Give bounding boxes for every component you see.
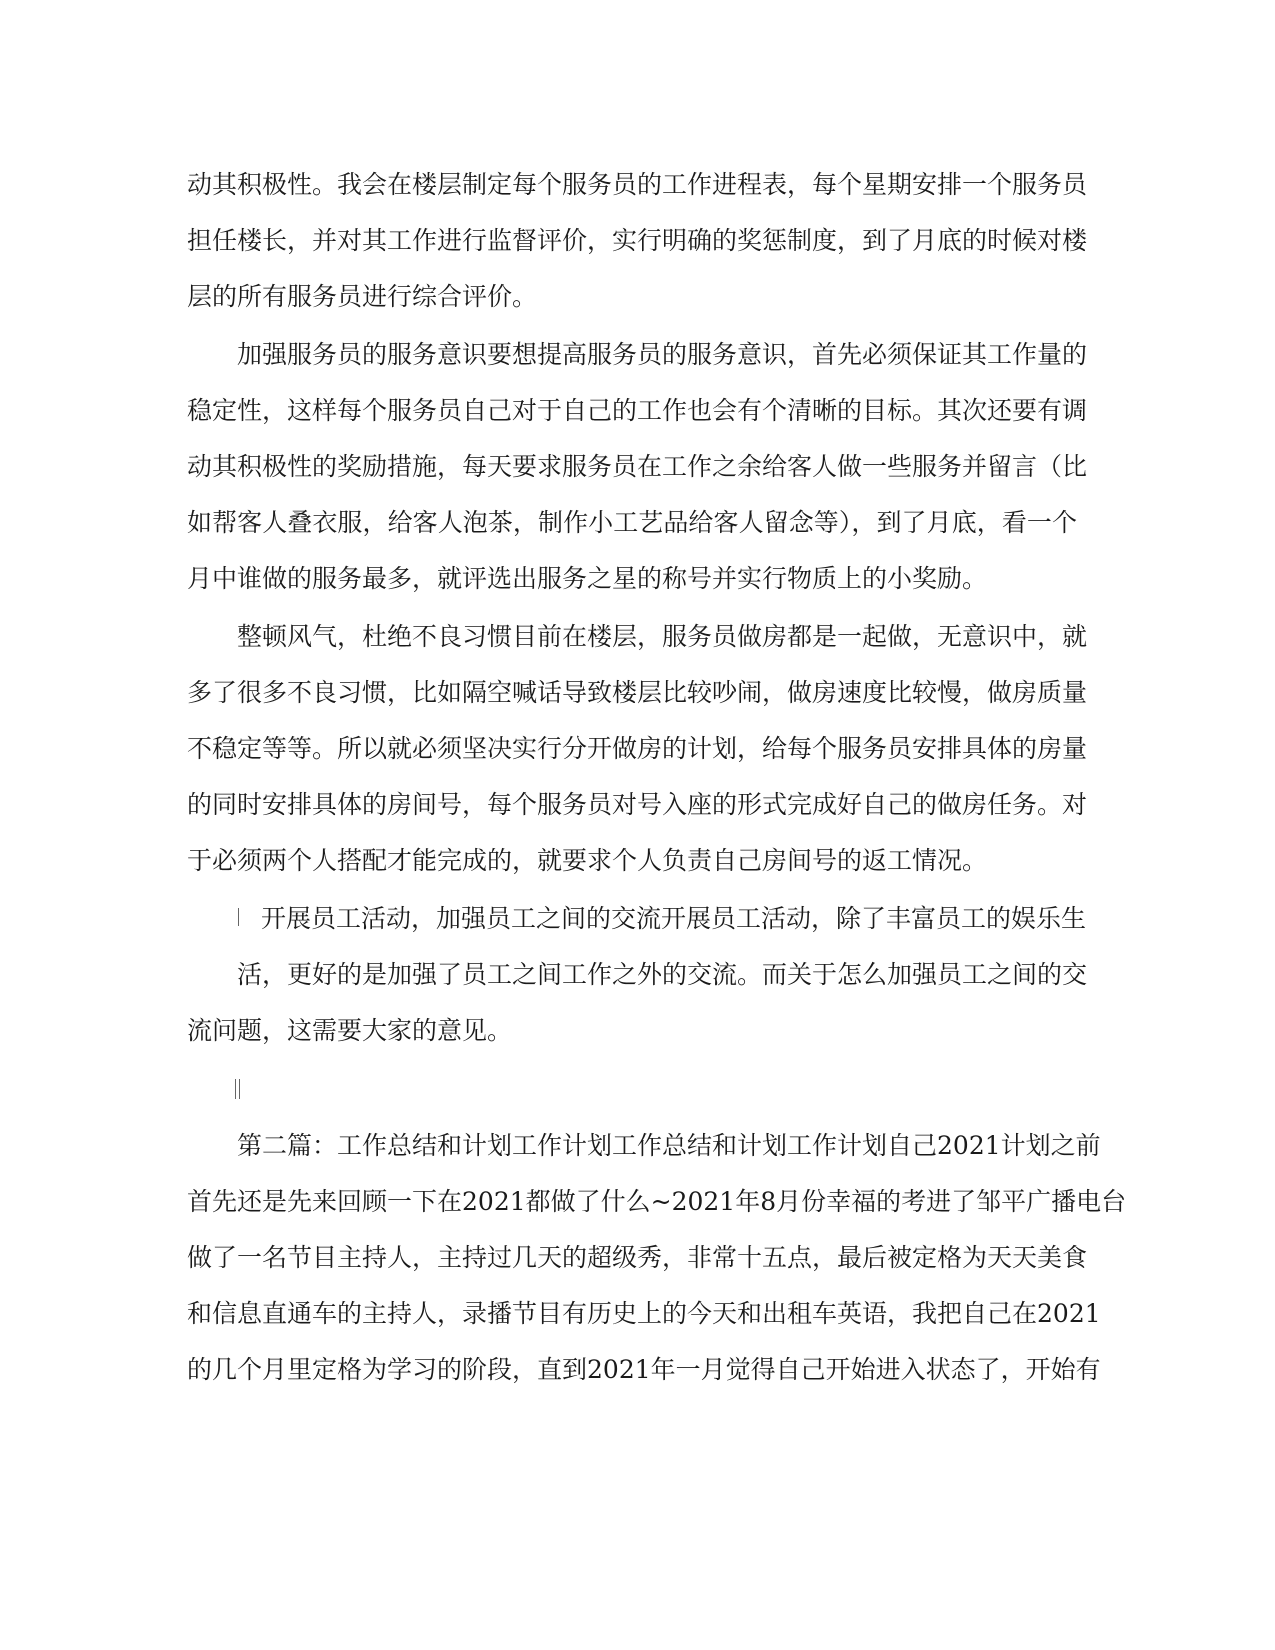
paragraph-2-line-3: 动其积极性的奖励措施，每天要求服务员在工作之余给客人做一些服务并留言（比 xyxy=(187,452,1088,481)
section-break-mark-right xyxy=(239,1079,240,1099)
paragraph-2-line-4: 如帮客人叠衣服，给客人泡茶，制作小工艺品给客人留念等），到了月底，看一个 xyxy=(187,508,1077,537)
paragraph-3-line-4: 的同时安排具体的房间号，每个服务员对号入座的形式完成好自己的做房任务。对 xyxy=(187,790,1088,819)
list-marker-bar xyxy=(238,908,239,926)
paragraph-1-line-1: 动其积极性。我会在楼层制定每个服务员的工作进程表，每个星期安排一个服务员 xyxy=(187,170,1088,199)
paragraph-3-line-2: 多了很多不良习惯，比如隔空喊话导致楼层比较吵闹，做房速度比较慢，做房质量 xyxy=(187,678,1088,707)
paragraph-4-line-1: 开展员工活动，加强员工之间的交流开展员工活动，除了丰富员工的娱乐生 xyxy=(261,904,1087,933)
paragraph-4-line-3: 流问题，这需要大家的意见。 xyxy=(187,1016,513,1045)
paragraph-1-line-3: 层的所有服务员进行综合评价。 xyxy=(187,282,538,311)
section-break-mark-left xyxy=(235,1079,236,1099)
paragraph-5-line-3: 做了一名节目主持人，主持过几天的超级秀，非常十五点，最后被定格为天天美食 xyxy=(187,1243,1088,1272)
paragraph-2-line-2: 稳定性，这样每个服务员自己对于自己的工作也会有个清晰的目标。其次还要有调 xyxy=(187,396,1088,425)
paragraph-3-line-1: 整顿风气，杜绝不良习惯目前在楼层，服务员做房都是一起做，无意识中，就 xyxy=(237,622,1088,651)
paragraph-5-line-2: 首先还是先来回顾一下在2021都做了什么~2021年8月份幸福的考进了邹平广播电台 xyxy=(187,1187,1127,1216)
paragraph-4-line-2: 活，更好的是加强了员工之间工作之外的交流。而关于怎么加强员工之间的交 xyxy=(237,960,1088,989)
paragraph-2-line-1: 加强服务员的服务意识要想提高服务员的服务意识，首先必须保证其工作量的 xyxy=(237,340,1088,369)
paragraph-5-line-4: 和信息直通车的主持人，录播节目有历史上的今天和出租车英语，我把自己在2021 xyxy=(187,1299,1101,1328)
paragraph-5-line-5: 的几个月里定格为学习的阶段，直到2021年一月觉得自己开始进入状态了，开始有 xyxy=(187,1355,1101,1384)
paragraph-3-line-5: 于必须两个人搭配才能完成的，就要求个人负责自己房间号的返工情况。 xyxy=(187,846,988,875)
paragraph-1-line-2: 担任楼长，并对其工作进行监督评价，实行明确的奖惩制度，到了月底的时候对楼 xyxy=(187,226,1088,255)
paragraph-5-line-1: 第二篇：工作总结和计划工作计划工作总结和计划工作计划自己2021计划之前 xyxy=(237,1131,1101,1160)
paragraph-3-line-3: 不稳定等等。所以就必须坚决实行分开做房的计划，给每个服务员安排具体的房量 xyxy=(187,734,1088,763)
paragraph-2-line-5: 月中谁做的服务最多，就评选出服务之星的称号并实行物质上的小奖励。 xyxy=(187,564,988,593)
